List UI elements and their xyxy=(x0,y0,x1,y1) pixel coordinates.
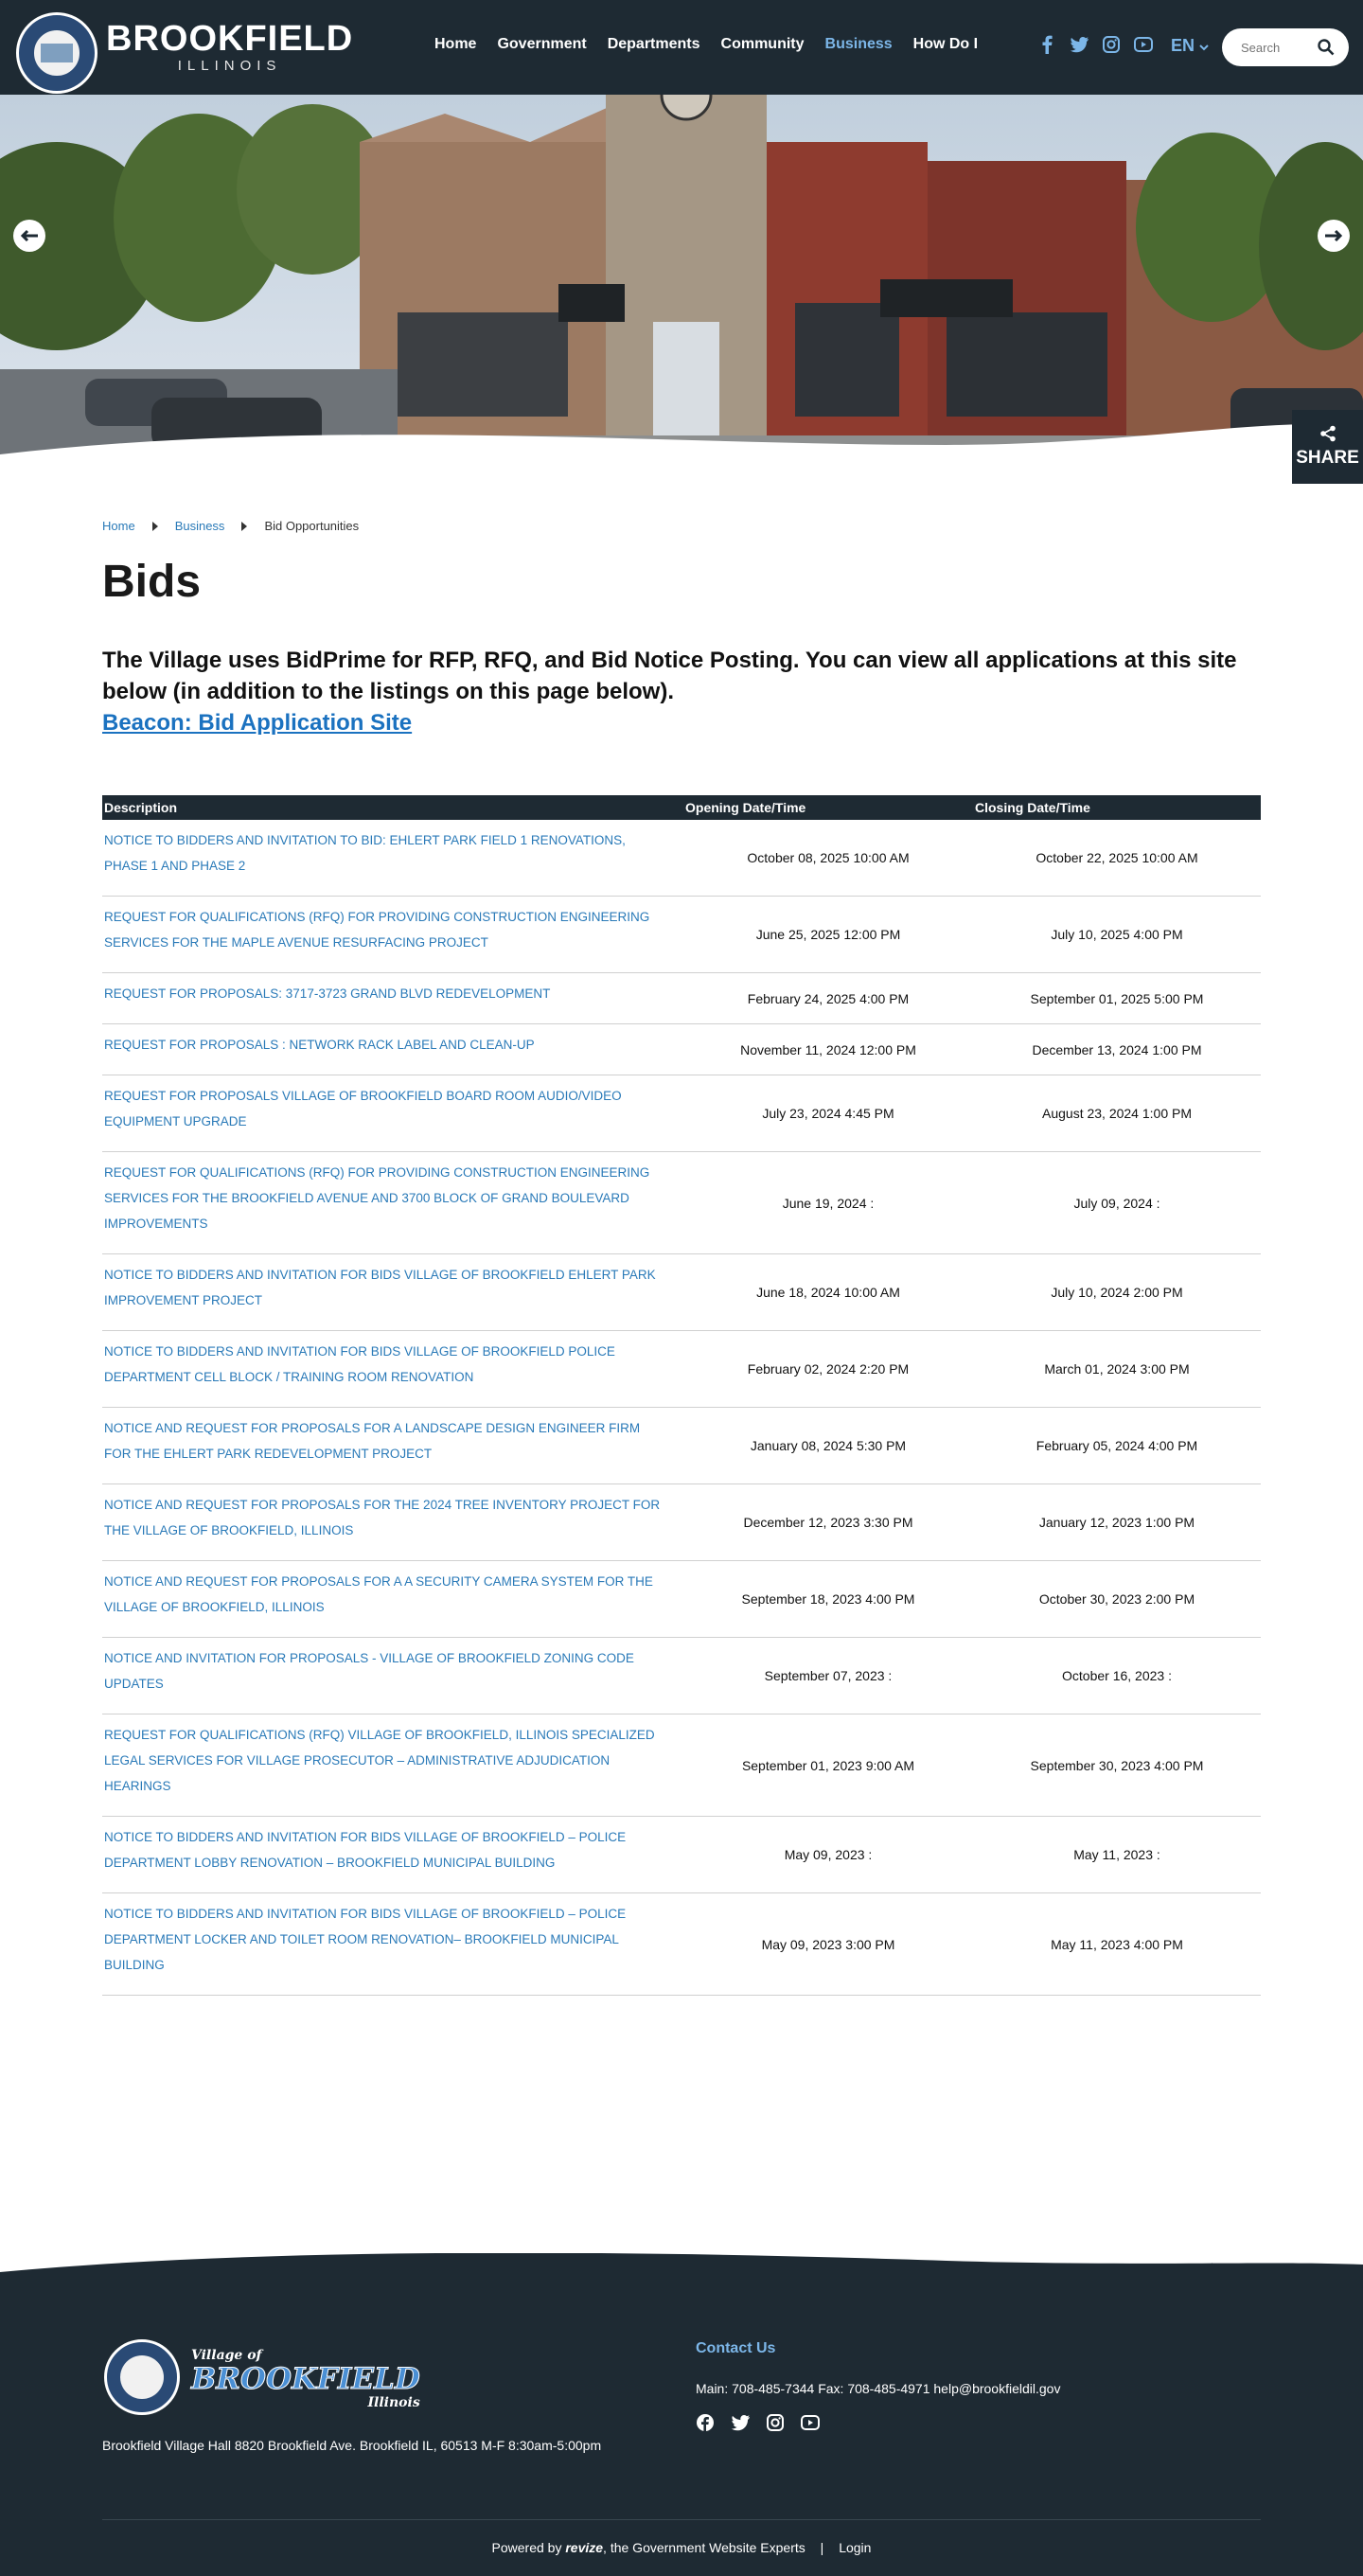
footer-tagline: , the Government Website Experts xyxy=(603,2540,805,2555)
bid-link[interactable]: REQUEST FOR PROPOSALS : NETWORK RACK LABEL AND CLEAN-UP xyxy=(104,1038,535,1052)
footer-address: Brookfield Village Hall 8820 Brookfield Ave. Brookfield IL, 60513 M-F 8:30am-5:00pm xyxy=(102,2438,602,2453)
closing-date-cell: October 22, 2025 10:00 AM xyxy=(973,820,1261,897)
main-nav xyxy=(434,36,999,53)
closing-date-cell: August 23, 2024 1:00 PM xyxy=(973,1075,1261,1152)
bid-link[interactable]: REQUEST FOR QUALIFICATIONS (RFQ) FOR PROVIDING CONSTRUCTION ENGINEERING SERVICES FOR THE BROOKFIELD AVENUE AND 3700 BLOCK OF GRAND BOULEVARD IMPROVEMENTS xyxy=(104,1165,650,1231)
page-title: Bids xyxy=(102,557,202,607)
twitter-icon[interactable] xyxy=(731,2413,750,2432)
hero-next-button[interactable] xyxy=(1318,220,1350,252)
twitter-icon[interactable] xyxy=(1070,35,1089,54)
arrow-left-icon xyxy=(20,229,39,242)
facebook-icon[interactable] xyxy=(1037,35,1056,54)
chevron-down-icon xyxy=(1199,44,1209,51)
bid-link[interactable]: REQUEST FOR PROPOSALS: 3717-3723 GRAND BLVD REDEVELOPMENT xyxy=(104,986,551,1001)
breadcrumb-home[interactable]: Home xyxy=(102,519,135,533)
nav-government[interactable]: Government xyxy=(497,36,587,52)
nav-how-do-i[interactable]: How Do I xyxy=(912,36,979,52)
table-row xyxy=(102,1638,1261,1714)
search-input[interactable] xyxy=(1241,41,1317,55)
footer-bottom-bar xyxy=(0,2540,1363,2555)
opening-date-cell: February 24, 2025 4:00 PM xyxy=(683,973,973,1024)
share-icon xyxy=(1319,425,1336,442)
intro-text: The Village uses BidPrime for RFP, RFQ, and Bid Notice Posting. You can view all applications at this site below (in addition to the listings on this page below). xyxy=(102,648,1237,704)
column-header-description: Description xyxy=(102,795,683,820)
closing-date-cell: February 05, 2024 4:00 PM xyxy=(973,1408,1261,1484)
opening-date-cell: December 12, 2023 3:30 PM xyxy=(683,1484,973,1561)
nav-home[interactable]: Home xyxy=(434,36,477,52)
closing-date-cell: January 12, 2023 1:00 PM xyxy=(973,1484,1261,1561)
table-row xyxy=(102,1484,1261,1561)
opening-date-cell: June 25, 2025 12:00 PM xyxy=(683,897,973,973)
bid-link[interactable]: NOTICE TO BIDDERS AND INVITATION FOR BIDS VILLAGE OF BROOKFIELD POLICE DEPARTMENT CELL BLOCK / TRAINING ROOM RENOVATION xyxy=(104,1344,615,1384)
beacon-bid-site-link[interactable]: Beacon: Bid Application Site xyxy=(102,710,413,736)
share-button[interactable] xyxy=(1292,410,1363,484)
hero-prev-button[interactable] xyxy=(13,220,45,252)
footer-logo-name: BROOKFIELD xyxy=(191,2362,420,2396)
opening-date-cell: June 19, 2024 : xyxy=(683,1152,973,1254)
bid-description-cell xyxy=(102,1075,683,1152)
bids-table xyxy=(102,795,1261,1996)
bids-table-body xyxy=(102,820,1261,1996)
opening-date-cell: September 01, 2023 9:00 AM xyxy=(683,1714,973,1817)
facebook-icon[interactable] xyxy=(696,2413,715,2432)
breadcrumb-separator-icon xyxy=(152,522,158,531)
closing-date-cell: March 01, 2024 3:00 PM xyxy=(973,1331,1261,1408)
table-row xyxy=(102,1408,1261,1484)
bid-description-cell xyxy=(102,1714,683,1817)
table-row xyxy=(102,1152,1261,1254)
closing-date-cell: July 10, 2025 4:00 PM xyxy=(973,897,1261,973)
bid-description-cell xyxy=(102,1893,683,1996)
closing-date-cell: September 30, 2023 4:00 PM xyxy=(973,1714,1261,1817)
bid-description-cell xyxy=(102,1408,683,1484)
table-row xyxy=(102,1331,1261,1408)
bid-link[interactable]: NOTICE AND REQUEST FOR PROPOSALS FOR THE 2024 TREE INVENTORY PROJECT FOR THE VILLAGE OF BROOKFIELD, ILLINOIS xyxy=(104,1498,661,1537)
bid-description-cell xyxy=(102,1484,683,1561)
column-header-opening: Opening Date/Time xyxy=(683,795,973,820)
bid-link[interactable]: NOTICE TO BIDDERS AND INVITATION FOR BIDS VILLAGE OF BROOKFIELD – POLICE DEPARTMENT LOBBY RENOVATION – BROOKFIELD MUNICIPAL BUILDING xyxy=(104,1830,627,1870)
opening-date-cell: July 23, 2024 4:45 PM xyxy=(683,1075,973,1152)
share-label: SHARE xyxy=(1296,448,1359,468)
instagram-icon[interactable] xyxy=(1102,35,1121,54)
site-header xyxy=(0,0,1363,95)
arrow-right-icon xyxy=(1324,229,1343,242)
breadcrumb-current: Bid Opportunities xyxy=(264,519,360,533)
breadcrumb-business[interactable]: Business xyxy=(174,519,225,533)
login-link[interactable]: Login xyxy=(839,2540,872,2555)
youtube-icon[interactable] xyxy=(801,2413,820,2432)
table-row xyxy=(102,1254,1261,1331)
bid-description-cell xyxy=(102,1331,683,1408)
table-row xyxy=(102,1817,1261,1893)
nav-business[interactable]: Business xyxy=(824,36,893,52)
bid-link[interactable]: REQUEST FOR PROPOSALS VILLAGE OF BROOKFIELD BOARD ROOM AUDIO/VIDEO EQUIPMENT UPGRADE xyxy=(104,1089,622,1128)
table-row xyxy=(102,973,1261,1024)
bid-description-cell xyxy=(102,1561,683,1638)
closing-date-cell: May 11, 2023 : xyxy=(973,1817,1261,1893)
bid-link[interactable]: NOTICE AND INVITATION FOR PROPOSALS - VILLAGE OF BROOKFIELD ZONING CODE UPDATES xyxy=(104,1651,634,1691)
footer-powered-by: Powered by xyxy=(491,2540,562,2555)
breadcrumb-separator-icon xyxy=(241,522,247,531)
opening-date-cell: June 18, 2024 10:00 AM xyxy=(683,1254,973,1331)
nav-community[interactable]: Community xyxy=(720,36,805,52)
opening-date-cell: September 07, 2023 : xyxy=(683,1638,973,1714)
main-content xyxy=(102,519,1261,1996)
youtube-icon[interactable] xyxy=(1134,35,1153,54)
footer-seal-logo[interactable] xyxy=(104,2339,180,2415)
opening-date-cell: May 09, 2023 3:00 PM xyxy=(683,1893,973,1996)
footer-contact-title: Contact Us xyxy=(696,2340,776,2356)
footer-logo-village-of: Village of xyxy=(191,2348,262,2363)
closing-date-cell: October 30, 2023 2:00 PM xyxy=(973,1561,1261,1638)
revize-link[interactable]: revize xyxy=(565,2540,604,2555)
brand-name: BROOKFIELD xyxy=(106,19,354,59)
bid-link[interactable]: REQUEST FOR QUALIFICATIONS (RFQ) FOR PROVIDING CONSTRUCTION ENGINEERING SERVICES FOR THE MAPLE AVENUE RESURFACING PROJECT xyxy=(104,910,650,950)
opening-date-cell: May 09, 2023 : xyxy=(683,1817,973,1893)
site-footer xyxy=(0,2253,1363,2576)
bid-link[interactable]: NOTICE TO BIDDERS AND INVITATION FOR BIDS VILLAGE OF BROOKFIELD – POLICE DEPARTMENT LOCKER AND TOILET ROOM RENOVATION– BROOKFIELD MUNICIPAL BUILDING xyxy=(104,1907,627,1972)
closing-date-cell: December 13, 2024 1:00 PM xyxy=(973,1024,1261,1075)
opening-date-cell: February 02, 2024 2:20 PM xyxy=(683,1331,973,1408)
footer-separator: | xyxy=(820,2540,824,2555)
bid-link[interactable]: NOTICE TO BIDDERS AND INVITATION TO BID: EHLERT PARK FIELD 1 RENOVATIONS, PHASE 1 AND PHASE 2 xyxy=(104,833,626,873)
search-button[interactable] xyxy=(1317,38,1336,57)
footer-contact-line: Main: 708-485-7344 Fax: 708-485-4971 help@brookfieldil.gov xyxy=(696,2381,1061,2396)
search-icon xyxy=(1317,38,1336,57)
bid-description-cell xyxy=(102,1254,683,1331)
table-row xyxy=(102,1893,1261,1996)
opening-date-cell: January 08, 2024 5:30 PM xyxy=(683,1408,973,1484)
table-row xyxy=(102,1561,1261,1638)
table-header-row xyxy=(102,795,1261,820)
bid-description-cell xyxy=(102,820,683,897)
footer-brand xyxy=(191,2348,420,2410)
instagram-icon[interactable] xyxy=(766,2413,785,2432)
bid-link[interactable]: NOTICE AND REQUEST FOR PROPOSALS FOR A LANDSCAPE DESIGN ENGINEER FIRM FOR THE EHLERT PARK REDEVELOPMENT PROJECT xyxy=(104,1421,641,1461)
table-row xyxy=(102,897,1261,973)
bid-description-cell xyxy=(102,897,683,973)
bid-description-cell xyxy=(102,1817,683,1893)
breadcrumb xyxy=(102,519,1261,533)
brand-state: ILLINOIS xyxy=(177,58,282,74)
table-row xyxy=(102,1075,1261,1152)
opening-date-cell: November 11, 2024 12:00 PM xyxy=(683,1024,973,1075)
bid-description-cell xyxy=(102,1024,683,1075)
closing-date-cell: October 16, 2023 : xyxy=(973,1638,1261,1714)
bid-link[interactable]: NOTICE TO BIDDERS AND INVITATION FOR BIDS VILLAGE OF BROOKFIELD EHLERT PARK IMPROVEMENT PROJECT xyxy=(104,1268,656,1307)
table-row xyxy=(102,820,1261,897)
footer-logo-state: Illinois xyxy=(367,2395,420,2410)
table-row xyxy=(102,1714,1261,1817)
language-label: EN xyxy=(1171,36,1195,55)
village-seal-logo[interactable] xyxy=(16,12,97,94)
bid-link[interactable]: REQUEST FOR QUALIFICATIONS (RFQ) VILLAGE OF BROOKFIELD, ILLINOIS SPECIALIZED LEGAL SERVICES FOR VILLAGE PROSECUTOR – ADMINISTRATIVE ADJUDICATION HEARINGS xyxy=(104,1728,655,1793)
opening-date-cell: September 18, 2023 4:00 PM xyxy=(683,1561,973,1638)
header-social-links xyxy=(1037,35,1153,54)
bid-description-cell xyxy=(102,973,683,1024)
column-header-closing: Closing Date/Time xyxy=(973,795,1261,820)
footer-social-links xyxy=(696,2413,820,2432)
brand-link[interactable] xyxy=(106,19,353,74)
footer-divider xyxy=(102,2519,1261,2520)
bid-description-cell xyxy=(102,1638,683,1714)
closing-date-cell: July 09, 2024 : xyxy=(973,1152,1261,1254)
closing-date-cell: September 01, 2025 5:00 PM xyxy=(973,973,1261,1024)
table-row xyxy=(102,1024,1261,1075)
language-selector[interactable] xyxy=(1171,36,1209,56)
opening-date-cell: October 08, 2025 10:00 AM xyxy=(683,820,973,897)
footer-background xyxy=(0,2253,1363,2576)
search-box xyxy=(1222,28,1349,66)
bid-description-cell xyxy=(102,1152,683,1254)
bid-link[interactable]: NOTICE AND REQUEST FOR PROPOSALS FOR A A SECURITY CAMERA SYSTEM FOR THE VILLAGE OF BROOKFIELD, ILLINOIS xyxy=(104,1574,653,1614)
nav-departments[interactable]: Departments xyxy=(607,36,700,52)
closing-date-cell: July 10, 2024 2:00 PM xyxy=(973,1254,1261,1331)
closing-date-cell: May 11, 2023 4:00 PM xyxy=(973,1893,1261,1996)
